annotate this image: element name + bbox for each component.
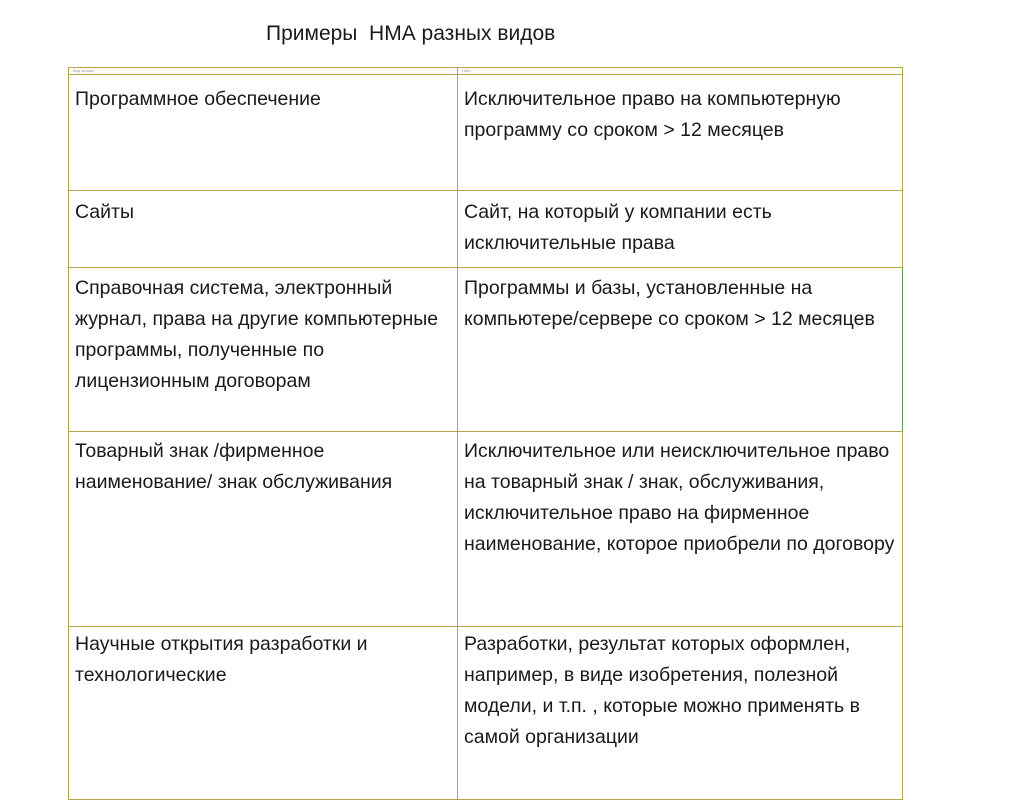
table-row bbox=[69, 191, 903, 268]
asset-description-cell: Исключительное право на компьютерную программу со сроком > 12 месяцев bbox=[458, 75, 903, 191]
table-header-cell-right: НМА bbox=[458, 68, 903, 75]
table-row bbox=[69, 268, 903, 432]
asset-type-cell: Программное обеспечение bbox=[69, 75, 458, 191]
asset-description-cell: Разработки, результат которых оформлен, например, в виде изобретения, полезной модели, и т.п. , которые можно применять в самой организации bbox=[458, 627, 903, 800]
asset-type-cell: Научные открытия разработки и технологические bbox=[69, 627, 458, 800]
asset-type-cell: Справочная система, электронный журнал, права на другие компьютерные программы, полученные по лицензионным договорам bbox=[69, 268, 458, 432]
asset-description-cell: Сайт, на который у компании есть исключительные права bbox=[458, 191, 903, 268]
asset-description-cell: Программы и базы, установленные на компьютере/сервере со сроком > 12 месяцев bbox=[458, 268, 903, 432]
asset-description-cell: Исключительное или неисключительное право на товарный знак / знак, обслуживания, исключительное право на фирменное наименование, которое приобрели по договору bbox=[458, 432, 903, 627]
slide-title: Примеры НМА разных видов bbox=[266, 22, 556, 45]
nma-examples-table bbox=[68, 67, 903, 800]
table-row bbox=[69, 75, 903, 191]
asset-type-cell: Сайты bbox=[69, 191, 458, 268]
table-header-cell-left: Вид актива bbox=[69, 68, 458, 75]
table-row bbox=[69, 432, 903, 627]
table-row bbox=[69, 627, 903, 800]
table-header-row bbox=[69, 68, 903, 75]
asset-type-cell: Товарный знак /фирменное наименование/ знак обслуживания bbox=[69, 432, 458, 627]
